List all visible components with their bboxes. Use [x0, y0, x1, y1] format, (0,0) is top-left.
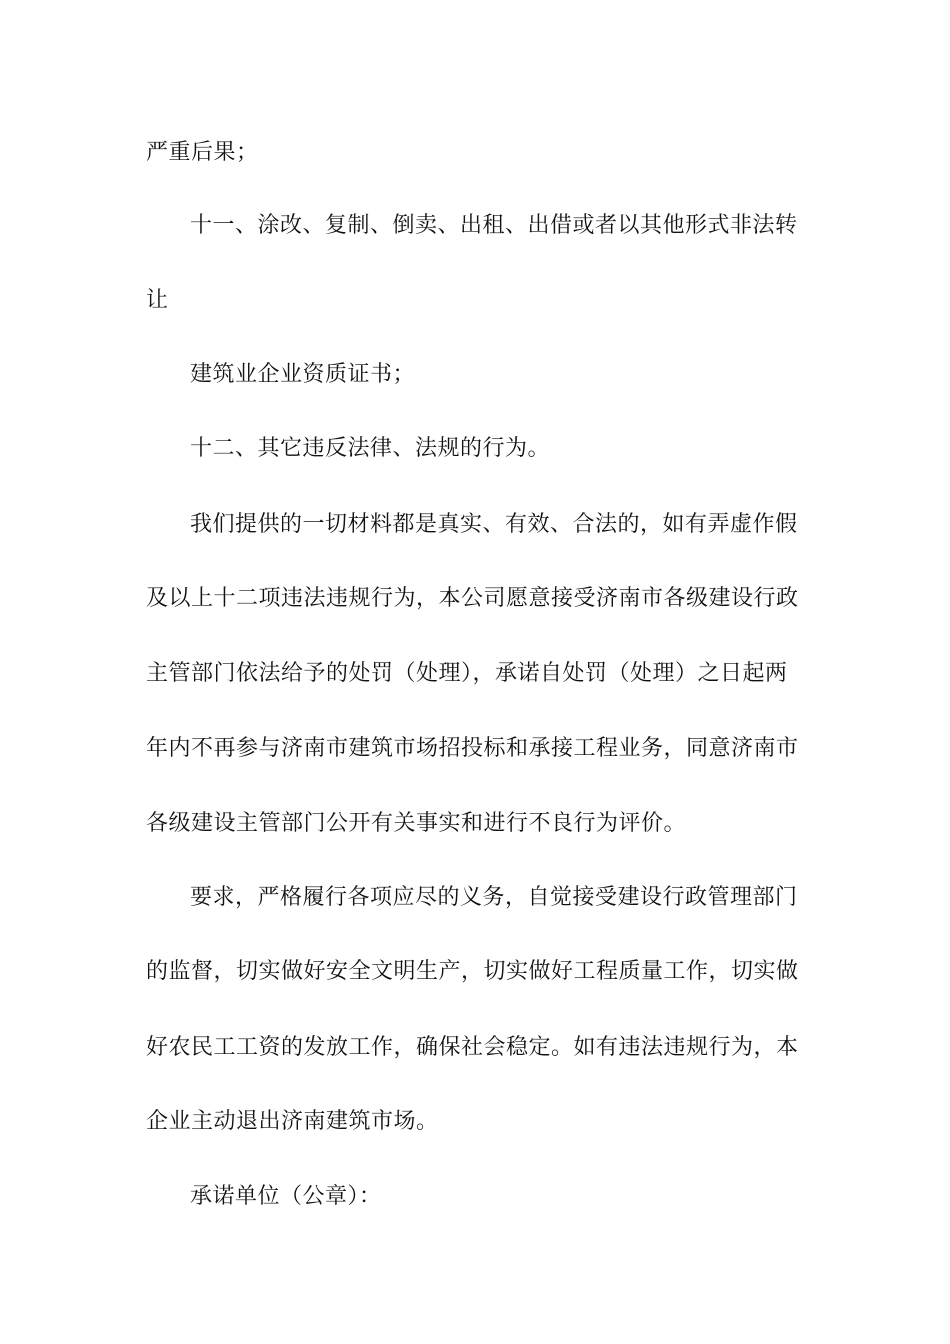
text-line-3: 让	[146, 288, 169, 313]
text-line-4: 建筑业企业资质证书；	[190, 362, 416, 387]
text-line-7: 及以上十二项违法违规行为，本公司愿意接受济南市各级建设行政	[146, 586, 799, 611]
text-line-6: 我们提供的一切材料都是真实、有效、合法的，如有弄虚作假	[190, 512, 798, 537]
text-line-14: 企业主动退出济南建筑市场。	[146, 1109, 439, 1134]
text-line-8: 主管部门依法给予的处罚（处理），承诺自处罚（处理）之日起两	[146, 661, 788, 686]
text-line-11: 要求，严格履行各项应尽的义务，自觉接受建设行政管理部门	[190, 885, 798, 910]
text-line-15: 承诺单位（公章）：	[190, 1184, 382, 1209]
text-line-13: 好农民工工资的发放工作，确保社会稳定。如有违法违规行为，本	[146, 1035, 799, 1060]
text-line-9: 年内不再参与济南市建筑市场招投标和承接工程业务，同意济南市	[146, 736, 799, 761]
text-line-12: 的监督，切实做好安全文明生产，切实做好工程质量工作，切实做	[146, 959, 799, 984]
text-line-10: 各级建设主管部门公开有关事实和进行不良行为评价。	[146, 811, 687, 836]
text-line-2: 十一、涂改、复制、倒卖、出租、出借或者以其他形式非法转	[190, 213, 798, 238]
text-line-1: 严重后果；	[146, 140, 259, 165]
text-line-5: 十二、其它违反法律、法规的行为。	[190, 436, 551, 461]
